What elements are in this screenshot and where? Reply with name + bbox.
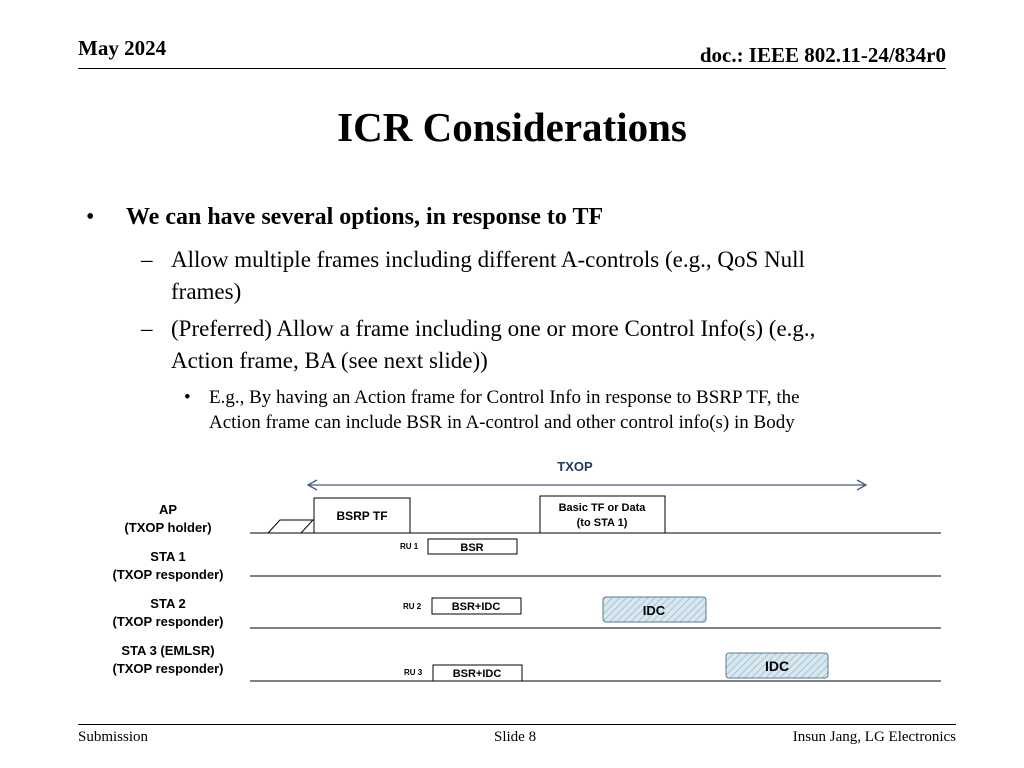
idc-frame-sta2-label: IDC	[642, 603, 666, 618]
footer-slide-number: Slide 8	[494, 729, 537, 745]
bullet-list	[86, 202, 946, 435]
header-divider	[78, 68, 946, 69]
basic-tf-label-line1: Basic TF or Data	[558, 502, 646, 514]
row-role-sta3: (TXOP responder)	[112, 661, 224, 676]
row-role-sta2: (TXOP responder)	[112, 614, 224, 629]
slide-title: ICR Considerations	[337, 104, 687, 150]
row-role-ap: (TXOP holder)	[124, 520, 212, 535]
dash-icon: –	[141, 316, 153, 341]
footer-divider	[78, 724, 956, 725]
idc-frame-sta3-label: IDC	[764, 658, 790, 674]
bullet-level1-text: We can have several options, in response to TF	[126, 204, 604, 230]
txop-arrow	[308, 480, 866, 490]
ru3-label: RU 3	[404, 668, 423, 677]
bullet-dot-icon: •	[86, 204, 95, 230]
bsr-idc-frame-sta2-label: BSR+IDC	[451, 601, 501, 613]
row-label-sta3: STA 3 (EMLSR)	[121, 643, 215, 658]
footer-author: Insun Jang, LG Electronics	[792, 729, 956, 745]
bullet-level2-text: (Preferred) Allow a frame including one or more Control Info(s) (e.g., Action frame, BA (see next slide))	[171, 316, 816, 373]
row-label-sta1: STA 1	[150, 549, 186, 564]
header-doc-id: doc.: IEEE 802.11-24/834r0	[699, 43, 946, 67]
row-role-sta1: (TXOP responder)	[112, 567, 224, 582]
bullet-level2-text: Allow multiple frames including different A-controls (e.g., QoS Null frames)	[171, 247, 805, 304]
bsrp-tf-label: BSRP TF	[336, 509, 388, 523]
footer-submission: Submission	[78, 729, 149, 745]
dash-icon: –	[141, 247, 153, 272]
ap-preamble-shape	[268, 520, 313, 533]
txop-diagram	[100, 452, 950, 687]
txop-label: TXOP	[557, 459, 593, 474]
bullet-level2	[86, 313, 821, 377]
bsr-idc-frame-sta3-label: BSR+IDC	[452, 668, 502, 680]
bullet-dot-icon: •	[184, 387, 191, 408]
row-label-ap: AP	[158, 502, 178, 517]
header-date: May 2024	[78, 36, 167, 60]
bullet-level1	[86, 202, 946, 232]
basic-tf-label-line2: (to STA 1)	[576, 517, 628, 529]
bsr-frame-sta1-label: BSR	[460, 542, 484, 554]
row-label-sta2: STA 2	[150, 596, 186, 611]
bullet-level2	[86, 244, 821, 308]
bullet-level3-text: E.g., By having an Action frame for Control Info in response to BSRP TF, the Action frame can include BSR in A-control and other control info(s) in Body	[209, 387, 800, 433]
bullet-level3	[86, 385, 849, 435]
ru1-label: RU 1	[400, 542, 419, 551]
ru2-label: RU 2	[403, 602, 422, 611]
